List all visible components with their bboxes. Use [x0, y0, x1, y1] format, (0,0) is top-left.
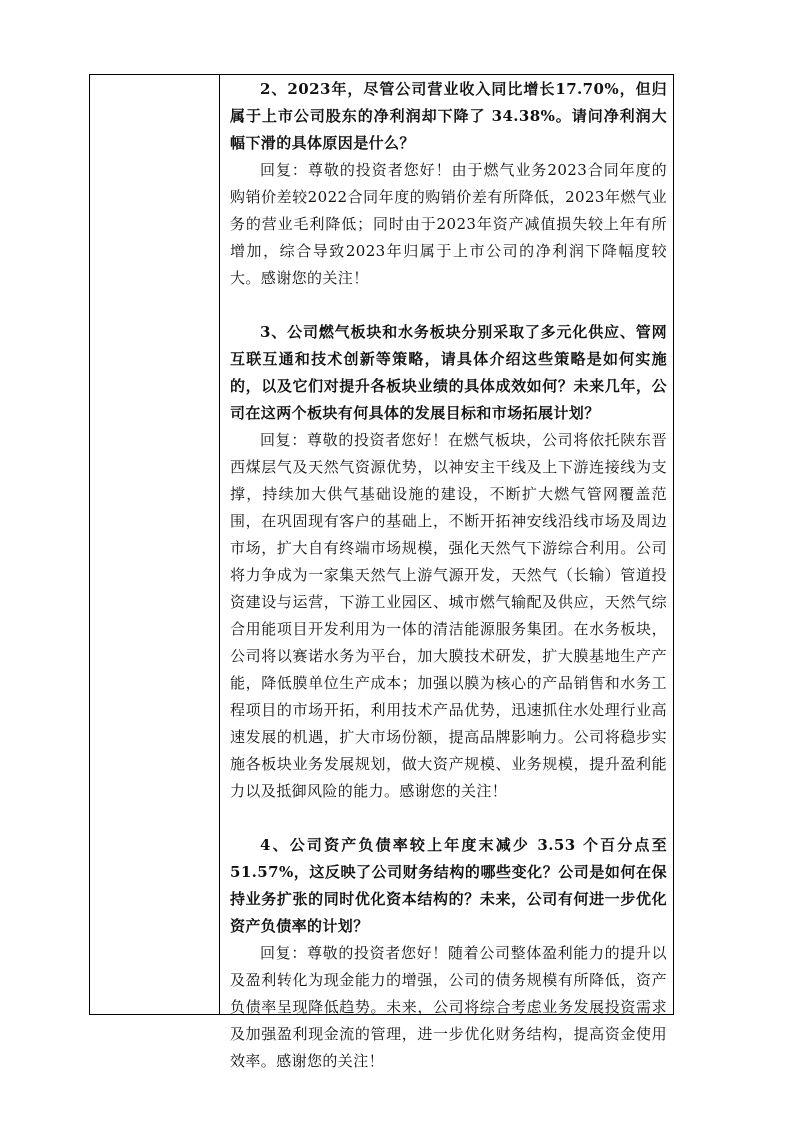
table-left-column [90, 75, 220, 1014]
answer-text: 回复：尊敬的投资者您好！随着公司整体盈利能力的提升以及盈利转化为现金能力的增强，公司的债务规模有所降低，资产负债率呈现降低趋势。未来，公司将综合考虑业务发展投资需求及加强盈利现金流的管理，进一步优化财务结构，提高资金使用效率。感谢您的关注！ [230, 944, 667, 1070]
blank-line [230, 292, 667, 319]
qa-item-4 [230, 832, 667, 1075]
qa-table [89, 74, 674, 1070]
question-text: 2、2023年，尽管公司营业收入同比增长17.70%，但归属于上市公司股东的净利润却下降了 34.38%。请问净利润大幅下滑的具体原因是什么？ [230, 80, 667, 152]
qa-item-3 [230, 319, 667, 805]
table-content-column [220, 75, 673, 1070]
answer-text: 回复：尊敬的投资者您好！由于燃气业务2023合同年度的购销价差较2022合同年度的购销价差有所降低，2023年燃气业务的营业毛利降低；同时由于2023年资产减值损失较上年有所增加，综合导致2023年归属于上市公司的净利润下降幅度较大。感谢您的关注！ [230, 161, 667, 287]
question-text: 3、公司燃气板块和水务板块分别采取了多元化供应、管网互联互通和技术创新等策略，请具体介绍这些策略是如何实施的，以及它们对提升各板块业绩的具体成效如何？未来几年，公司在这两个板块有何具体的发展目标和市场拓展计划？ [230, 323, 667, 422]
answer-text: 回复：尊敬的投资者您好！在燃气板块，公司将依托陕东晋西煤层气及天然气资源优势，以神安主干线及上下游连接线为支撑，持续加大供气基础设施的建设，不断扩大燃气管网覆盖范围，在巩固现有客户的基础上，不断开拓神安线沿线市场及周边市场，扩大自有终端市场规模，强化天然气下游综合利用。公司将力争成为一家集天然气上游气源开发，天然气（长输）管道投资建设与运营，下游工业园区、城市燃气输配及供应，天然气综合用能项目开发利用为一体的清洁能源服务集团。在水务板块，公司将以赛诺水务为平台，加大膜技术研发，扩大膜基地生产产能，降低膜单位生产成本；加强以膜为核心的产品销售和水务工程项目的市场开拓，利用技术产品优势，迅速抓住水处理行业高速发展的机遇，扩大市场份额，提高品牌影响力。公司将稳步实施各板块业务发展规划，做大资产规模、业务规模，提升盈利能力以及抵御风险的能力。感谢您的关注！ [230, 431, 667, 800]
question-text: 4、公司资产负债率较上年度末减少 3.53 个百分点至51.57%，这反映了公司财务结构的哪些变化？公司是如何在保持业务扩张的同时优化资本结构的？未来，公司有何进一步优化资产负债率的计划？ [230, 836, 667, 935]
blank-line [230, 805, 667, 832]
qa-item-2 [230, 75, 667, 292]
